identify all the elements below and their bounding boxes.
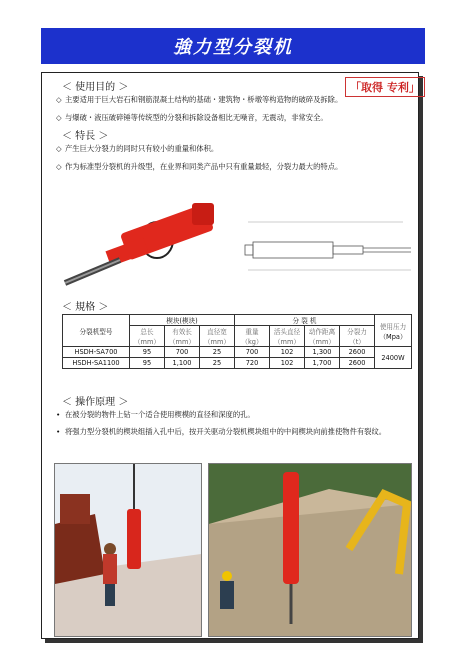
list-item: ◇ 主要适用于巨大岩石和钢筋混凝土结构的基础・建筑物・桥墩等构造物的破碎及拆除。 xyxy=(56,95,343,104)
table-cell: 1,300 xyxy=(305,347,340,358)
list-item: ◇ 产生巨大分裂力的同时只有较小的重量和体积。 xyxy=(56,144,219,153)
table-cell: HSDH-SA700 xyxy=(63,347,130,358)
technical-drawing xyxy=(243,212,417,282)
site-photo-left xyxy=(54,463,202,637)
list-item: ◇ 与爆破・液压破碎锤等传统型的分裂和拆除设备相比无噪音，无震动，非常安全。 xyxy=(56,113,328,122)
table-cell: 2600 xyxy=(340,358,375,369)
table-cell: 1,700 xyxy=(305,358,340,369)
section-use: ＜ 使用目的 ＞ xyxy=(62,82,129,93)
model-header: 分裂机型号 xyxy=(63,315,130,347)
list-item: • 将强力型分裂机的楔块组插入孔中后，按开关驱动分裂机楔块组中的中间楔块向前推使物件有裂纹。 xyxy=(56,427,387,436)
table-cell: 700 xyxy=(165,347,200,358)
title-banner xyxy=(41,28,425,64)
list-item: • 在被分裂的物件上钻一个适合使用楔模的直径和深度的孔。 xyxy=(56,410,255,419)
table-cell: 25 xyxy=(200,347,235,358)
table-cell: 102 xyxy=(270,358,305,369)
table-header: 有效长 （mm） xyxy=(165,326,200,347)
table-cell: HSDH-SA1100 xyxy=(63,358,130,369)
site-photo-right xyxy=(208,463,412,637)
table-cell: 700 xyxy=(235,347,270,358)
table-header: 直径宽 （mm） xyxy=(200,326,235,347)
section-principle: ＜ 操作原理 ＞ xyxy=(62,397,129,408)
spec-table xyxy=(62,314,412,369)
table-cell: 1,100 xyxy=(165,358,200,369)
table-cell: 2600 xyxy=(340,347,375,358)
table-cell: 95 xyxy=(130,358,165,369)
table-cell: 102 xyxy=(270,347,305,358)
patent-badge: 「取得 专利」 xyxy=(345,77,425,97)
table-cell: 2400W xyxy=(375,347,412,369)
table-group-header: 楔块(楔块) xyxy=(130,315,235,326)
table-cell: 25 xyxy=(200,358,235,369)
table-header: 分裂力 （t） xyxy=(340,326,375,347)
section-feature: ＜ 特長 ＞ xyxy=(62,131,109,142)
table-group-header: 分 裂 机 xyxy=(235,315,375,326)
product-photo xyxy=(62,198,232,293)
table-header: 动作距离 （mm） xyxy=(305,326,340,347)
table-cell: 95 xyxy=(130,347,165,358)
table-header: 活头直径 （mm） xyxy=(270,326,305,347)
table-header: 重量 （kg） xyxy=(235,326,270,347)
table-row xyxy=(63,358,412,369)
page-title: 強力型分裂机 xyxy=(173,37,293,58)
section-spec: ＜ 規格 ＞ xyxy=(62,302,109,313)
table-header: 使用压力 （Mpa） xyxy=(375,315,412,347)
list-item: ◇ 作为标准型分裂机的升级型，在业界和同类产品中只有重量最轻，分裂力最大的特点。 xyxy=(56,162,343,171)
table-header: 总长 （mm） xyxy=(130,326,165,347)
table-row xyxy=(63,347,412,358)
table-cell: 720 xyxy=(235,358,270,369)
